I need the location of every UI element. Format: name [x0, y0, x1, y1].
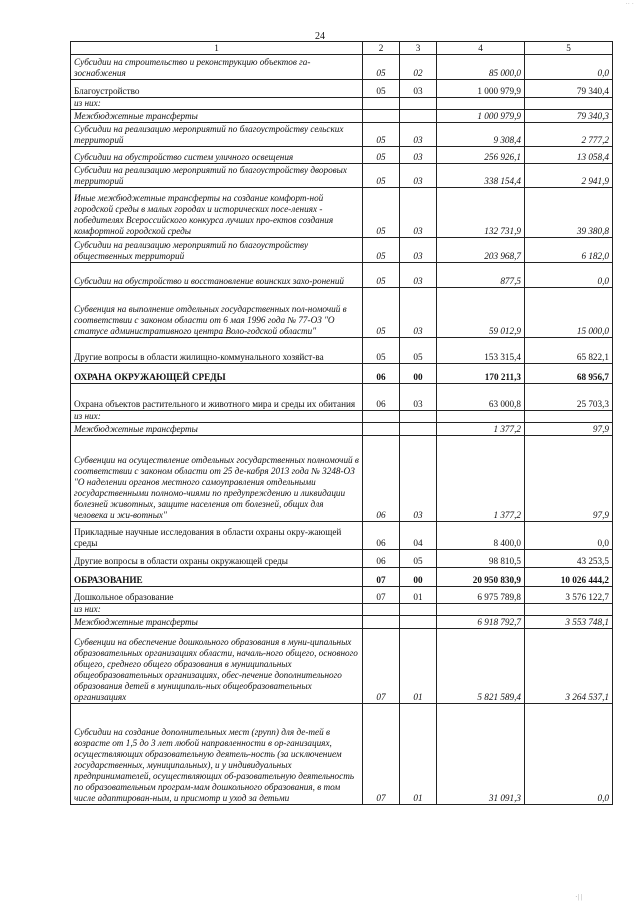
row-value-approved: 5 821 589,4 [437, 628, 525, 703]
row-name: Прикладные научные исследования в области охраны окру-жающей среды [71, 521, 363, 549]
row-subsection-code: 03 [400, 287, 437, 337]
row-value-approved: 6 975 789,8 [437, 586, 525, 603]
row-section-code [363, 603, 400, 615]
row-value-executed: 6 182,0 [525, 237, 613, 262]
row-section-code: 06 [363, 549, 400, 567]
row-value-approved: 6 918 792,7 [437, 615, 525, 628]
row-value-approved: 1 377,2 [437, 422, 525, 435]
row-value-executed [525, 98, 613, 110]
row-subsection-code [400, 98, 437, 110]
row-value-approved: 98 810,5 [437, 549, 525, 567]
row-name: Субсидии на реализацию мероприятий по благоустройству дворовых территорий [71, 163, 363, 187]
row-value-approved: 9 308,4 [437, 122, 525, 146]
row-value-executed: 97,9 [525, 435, 613, 521]
row-section-code: 05 [363, 187, 400, 237]
row-section-code: 05 [363, 337, 400, 363]
row-name: Другие вопросы в области охраны окружающей среды [71, 549, 363, 567]
table-row [71, 237, 613, 262]
row-value-executed: 2 941,9 [525, 163, 613, 187]
row-subsection-code: 01 [400, 703, 437, 804]
row-value-approved: 63 000,8 [437, 383, 525, 410]
scan-mark-bottom: ·| | [575, 893, 582, 901]
table-row [71, 287, 613, 337]
header-col-4: 4 [437, 42, 525, 55]
row-subsection-code [400, 109, 437, 122]
row-section-code: 07 [363, 567, 400, 586]
table-row [71, 615, 613, 628]
row-subsection-code: 03 [400, 262, 437, 287]
row-value-approved [437, 98, 525, 110]
row-subsection-code: 01 [400, 628, 437, 703]
row-value-executed [525, 603, 613, 615]
row-section-code: 05 [363, 262, 400, 287]
row-name: ОХРАНА ОКРУЖАЮЩЕЙ СРЕДЫ [71, 363, 363, 383]
row-name: Субсидии на реализацию мероприятий по благоустройству общественных территорий [71, 237, 363, 262]
row-name: Субвенции на осуществление отдельных государственных полномочий в соответствии с законом области от 25 де-кабря 2013 года № 3248-ОЗ "О наделении органов местного самоуправления отдельными государственными полномо-чиями по предупреждению и ликвидации болезней животных, защите населения от болезней, общих для человека и жи-вотных" [71, 435, 363, 521]
table-row [71, 628, 613, 703]
row-value-executed: 97,9 [525, 422, 613, 435]
row-value-approved: 132 731,9 [437, 187, 525, 237]
row-subsection-code: 04 [400, 521, 437, 549]
row-value-approved: 1 000 979,9 [437, 80, 525, 98]
table-row [71, 122, 613, 146]
row-name: Охрана объектов растительного и животного мира и среды их обитания [71, 383, 363, 410]
table-row [71, 163, 613, 187]
row-name: из них: [71, 98, 363, 110]
header-col-1: 1 [71, 42, 363, 55]
row-value-executed: 0,0 [525, 262, 613, 287]
row-value-executed: 25 703,3 [525, 383, 613, 410]
row-section-code: 07 [363, 628, 400, 703]
row-value-approved: 20 950 830,9 [437, 567, 525, 586]
row-subsection-code: 03 [400, 122, 437, 146]
row-subsection-code: 01 [400, 586, 437, 603]
row-value-executed: 43 253,5 [525, 549, 613, 567]
row-section-code [363, 615, 400, 628]
row-name: из них: [71, 410, 363, 422]
row-value-approved: 31 091,3 [437, 703, 525, 804]
row-name: Субсидии на обустройство систем уличного освещения [71, 146, 363, 163]
row-value-approved: 8 400,0 [437, 521, 525, 549]
row-section-code [363, 98, 400, 110]
row-value-executed: 10 026 444,2 [525, 567, 613, 586]
table-row [71, 98, 613, 110]
scan-mark-top: ·· · [625, 0, 634, 8]
row-value-executed: 3 264 537,1 [525, 628, 613, 703]
table-row [71, 363, 613, 383]
row-subsection-code: 00 [400, 363, 437, 383]
row-section-code: 05 [363, 122, 400, 146]
row-subsection-code: 03 [400, 237, 437, 262]
row-section-code: 07 [363, 586, 400, 603]
row-subsection-code: 03 [400, 383, 437, 410]
row-section-code: 06 [363, 383, 400, 410]
table-row [71, 80, 613, 98]
row-section-code: 05 [363, 163, 400, 187]
row-value-approved: 153 315,4 [437, 337, 525, 363]
row-name: Субсидии на реализацию мероприятий по благоустройству сельских территорий [71, 122, 363, 146]
row-subsection-code: 03 [400, 435, 437, 521]
row-value-approved: 85 000,0 [437, 55, 525, 80]
row-subsection-code [400, 410, 437, 422]
row-name: ОБРАЗОВАНИЕ [71, 567, 363, 586]
row-value-executed: 15 000,0 [525, 287, 613, 337]
row-value-executed: 3 553 748,1 [525, 615, 613, 628]
row-value-executed [525, 410, 613, 422]
row-subsection-code: 05 [400, 337, 437, 363]
row-section-code: 05 [363, 287, 400, 337]
row-value-executed: 2 777,2 [525, 122, 613, 146]
row-section-code: 05 [363, 80, 400, 98]
row-value-approved: 256 926,1 [437, 146, 525, 163]
row-name: Субвенция на выполнение отдельных государственных пол-номочий в соответствии с законом области от 6 мая 1996 года № 77-ОЗ "О статусе административного центра Воло-годской области" [71, 287, 363, 337]
row-subsection-code [400, 615, 437, 628]
row-section-code [363, 410, 400, 422]
header-col-3: 3 [400, 42, 437, 55]
table-row [71, 435, 613, 521]
page-number: 24 [315, 31, 325, 42]
row-name: Благоустройство [71, 80, 363, 98]
row-section-code [363, 422, 400, 435]
row-section-code: 06 [363, 363, 400, 383]
row-name: Иные межбюджетные трансферты на создание комфорт-ной городской среды в малых городах и исторических посе-лениях - победителях Всероссийского конкурса лучших про-ектов создания комфортной городской среды [71, 187, 363, 237]
row-value-executed: 68 956,7 [525, 363, 613, 383]
budget-table [70, 41, 613, 805]
row-value-approved: 1 377,2 [437, 435, 525, 521]
row-value-executed: 13 058,4 [525, 146, 613, 163]
row-name: Субвенции на обеспечение дошкольного образования в муни-ципальных образовательных организациях области, началь-ного общего, основного общего, среднего общего образования в муниципальных общеобразовательных организациях, обес-печение дополнительного образования детей в муниципаль-ных общеобразовательных организациях [71, 628, 363, 703]
row-value-approved: 170 211,3 [437, 363, 525, 383]
row-subsection-code: 05 [400, 549, 437, 567]
row-name: Дошкольное образование [71, 586, 363, 603]
table-row [71, 603, 613, 615]
row-section-code: 05 [363, 237, 400, 262]
row-value-executed: 0,0 [525, 55, 613, 80]
row-name: Межбюджетные трансферты [71, 615, 363, 628]
row-value-executed: 79 340,3 [525, 109, 613, 122]
table-row [71, 567, 613, 586]
row-subsection-code [400, 422, 437, 435]
table-row [71, 109, 613, 122]
row-value-approved: 1 000 979,9 [437, 109, 525, 122]
table-row [71, 410, 613, 422]
row-subsection-code: 03 [400, 146, 437, 163]
row-subsection-code: 03 [400, 187, 437, 237]
row-value-approved: 338 154,4 [437, 163, 525, 187]
row-name: Субсидии на создание дополнительных мест (групп) для де-тей в возрасте от 1,5 до 3 лет любой направленности в ор-ганизациях, осуществляющих образовательную деятель-ность (за исключением государственных, муниципальных), и у индивидуальных предпринимателей, осуществляющих об-разовательную деятельность по образовательным програм-мам дошкольного образования, в том числе адаптирован-ным, и присмотр и уход за детьми [71, 703, 363, 804]
row-subsection-code: 00 [400, 567, 437, 586]
row-section-code: 06 [363, 521, 400, 549]
table-header-row [71, 42, 613, 55]
table-row [71, 549, 613, 567]
table-row [71, 586, 613, 603]
row-value-approved: 59 012,9 [437, 287, 525, 337]
table-row [71, 422, 613, 435]
row-value-executed: 65 822,1 [525, 337, 613, 363]
row-section-code: 07 [363, 703, 400, 804]
row-value-approved [437, 603, 525, 615]
row-name: Другие вопросы в области жилищно-коммунального хозяйст-ва [71, 337, 363, 363]
table-row [71, 383, 613, 410]
row-value-approved: 203 968,7 [437, 237, 525, 262]
row-name: Межбюджетные трансферты [71, 109, 363, 122]
header-col-5: 5 [525, 42, 613, 55]
row-section-code: 06 [363, 435, 400, 521]
table-row [71, 262, 613, 287]
row-name: Субсидии на обустройство и восстановление воинских захо-ронений [71, 262, 363, 287]
table-row [71, 146, 613, 163]
row-section-code: 05 [363, 55, 400, 80]
header-col-2: 2 [363, 42, 400, 55]
table-row [71, 55, 613, 80]
row-subsection-code: 03 [400, 80, 437, 98]
row-subsection-code: 03 [400, 163, 437, 187]
row-name: Межбюджетные трансферты [71, 422, 363, 435]
row-subsection-code [400, 603, 437, 615]
row-value-executed: 79 340,4 [525, 80, 613, 98]
row-value-executed: 3 576 122,7 [525, 586, 613, 603]
row-value-executed: 0,0 [525, 521, 613, 549]
row-section-code: 05 [363, 146, 400, 163]
table-row [71, 703, 613, 804]
row-name: из них: [71, 603, 363, 615]
row-value-executed: 39 380,8 [525, 187, 613, 237]
row-value-approved: 877,5 [437, 262, 525, 287]
row-name: Субсидии на строительство и реконструкцию объектов га-зоснабжения [71, 55, 363, 80]
table-row [71, 187, 613, 237]
table-row [71, 521, 613, 549]
row-value-approved [437, 410, 525, 422]
table-row [71, 337, 613, 363]
row-section-code [363, 109, 400, 122]
row-value-executed: 0,0 [525, 703, 613, 804]
row-subsection-code: 02 [400, 55, 437, 80]
